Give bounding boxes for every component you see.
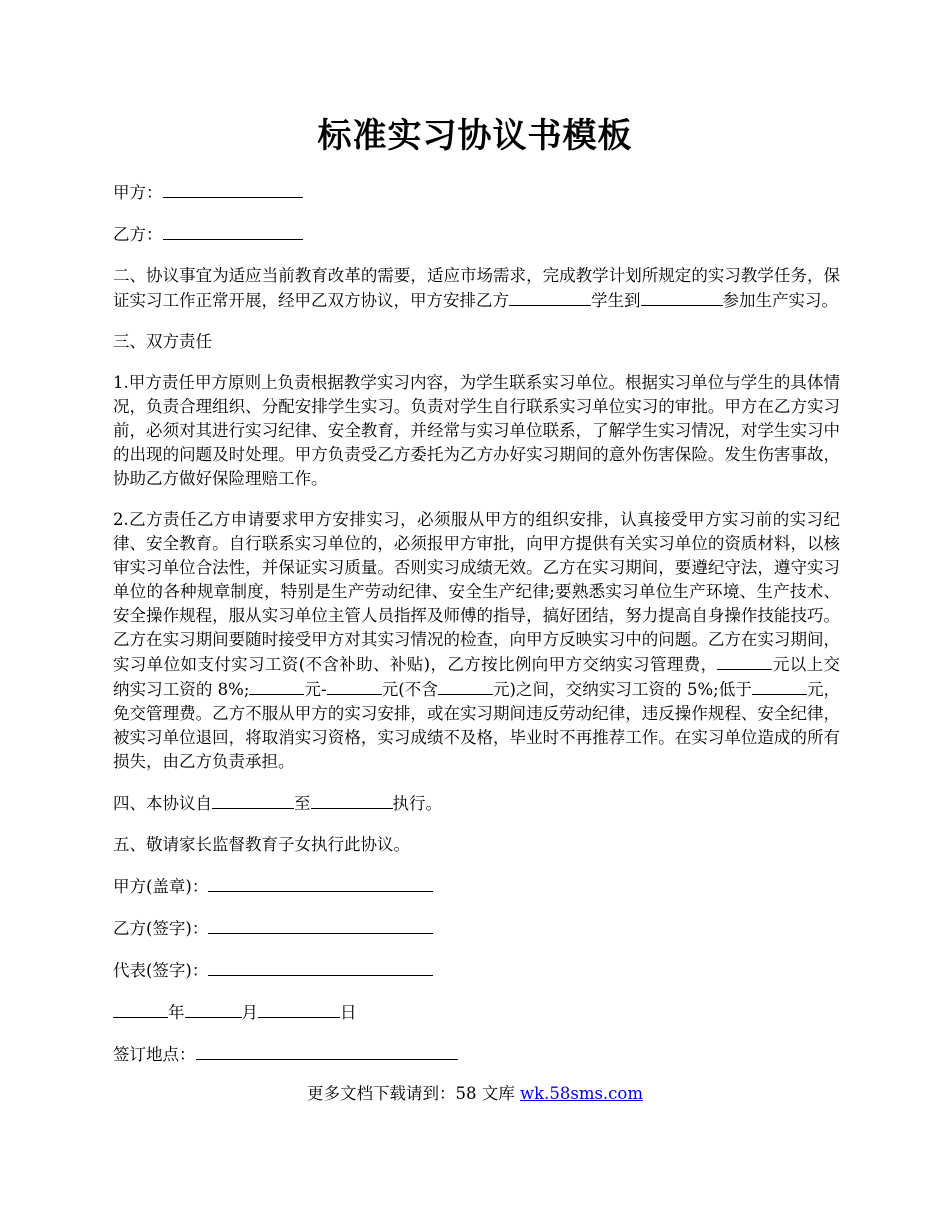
section-3-p2-blank-2: [249, 677, 304, 695]
section-2-blank-1: [509, 288, 591, 306]
sign-party-b-line: [113, 916, 840, 941]
section-3-paragraph-2: [113, 508, 840, 774]
section-4-line: [113, 791, 840, 816]
section-4-text-2: 至: [294, 794, 311, 813]
date-day-label: 日: [340, 1003, 357, 1022]
sign-party-b-label: 乙方(签字)：: [113, 919, 209, 938]
sign-representative-line: [113, 958, 840, 983]
party-a-blank: [163, 180, 303, 198]
section-3-p2-blank-1: [717, 652, 772, 670]
section-3-heading: 三、双方责任: [113, 332, 212, 351]
party-b-blank: [163, 222, 303, 240]
party-b-line: [113, 222, 840, 247]
footer: [0, 1082, 950, 1106]
sign-party-a-label: 甲方(盖章)：: [113, 877, 209, 896]
date-line: [113, 1000, 840, 1025]
section-2-text-2: 学生到: [591, 291, 641, 310]
section-3-p2-blank-3: [327, 677, 382, 695]
section-3-p2-text-5: 元)之间，交纳实习工资的 5%;低于: [492, 680, 752, 699]
sign-representative-label: 代表(签字)：: [113, 961, 209, 980]
section-3-paragraph-1: 1.甲方责任甲方原则上负责根据教学实习内容，为学生联系实习单位。根据实习单位与学生的具体情况，负责合理组织、分配安排学生实习。负责对学生自行联系实习单位实习的审批。甲方在乙方实习前，必须对其进行实习纪律、安全教育，并经常与实习单位联系，了解学生实习情况，对学生实习中的出现的问题及时处理。甲方负责受乙方委托为乙方办好实习期间的意外伤害保险。发生伤害事故，协助乙方做好保险理赔工作。: [113, 373, 840, 488]
section-2-blank-2: [641, 288, 723, 306]
section-3-p2-text-3: 元-: [304, 680, 327, 699]
signing-place-blank: [196, 1042, 458, 1060]
signing-place-line: [113, 1042, 840, 1067]
section-4-blank-start: [212, 791, 294, 809]
date-month-blank: [185, 1000, 242, 1018]
sign-party-a-line: [113, 874, 840, 899]
section-3-p2-text-4: 元(不含: [381, 680, 438, 699]
section-2-text-1: 二、协议事宜为适应当前教育改革的需要，适应市场需求，完成教学计划所规定的实习教学任务，保证实习工作正常开展，经甲乙双方协议，甲方安排乙方: [113, 266, 840, 310]
document-body: [113, 180, 840, 1084]
sign-party-b-blank: [208, 916, 433, 934]
section-5-line: 五、敬请家长监督教育子女执行此协议。: [113, 835, 410, 854]
section-4-text-3: 执行。: [392, 794, 442, 813]
section-3-p2-text-6: 元，免交管理费。乙方不服从甲方的实习安排，或在实习期间违反劳动纪律，违反操作规程、安全纪律，被实习单位退回，将取消实习资格，实习成绩不及格，毕业时不再推荐工作。在实习单位造成的所有损失，由乙方负责承担。: [113, 680, 841, 771]
section-3-p2-blank-4: [438, 677, 493, 695]
section-3-p2-text-1: 2.乙方责任乙方申请要求甲方安排实习，必须服从甲方的组织安排，认真接受甲方实习前的实习纪律、安全教育。自行联系实习单位的，必须报甲方审批，向甲方提供有关实习单位的资质材料，以核审实习单位合法性，并保证实习质量。否则实习成绩无效。乙方在实习期间，要遵纪守法，遵守实习单位的各种规章制度，特别是生产劳动纪律、安全生产纪律;要熟悉实习单位生产环境、生产技术、安全操作规程，服从实习单位主管人员指挥及师傅的指导，搞好团结，努力提高自身操作技能技巧。乙方在实习期间要随时接受甲方对其实习情况的检查，向甲方反映实习中的问题。乙方在实习期间，实习单位如支付实习工资(不含补助、补贴)，乙方按比例向甲方交纳实习管理费，: [113, 510, 840, 674]
date-month-label: 月: [241, 1003, 258, 1022]
party-b-label: 乙方：: [113, 225, 163, 244]
document-title: 标准实习协议书模板: [317, 116, 633, 156]
date-year-label: 年: [168, 1003, 185, 1022]
date-day-blank: [258, 1000, 340, 1018]
section-4-text-1: 四、本协议自: [113, 794, 212, 813]
signing-place-label: 签订地点：: [113, 1045, 196, 1064]
footer-link[interactable]: wk.58sms.com: [519, 1084, 643, 1103]
date-year-blank: [113, 1000, 168, 1018]
sign-representative-blank: [208, 958, 433, 976]
section-3-p2-text-2: 元以上交纳实习工资的 8%;: [113, 655, 841, 699]
party-a-label: 甲方：: [113, 183, 163, 202]
section-2-text-3: 参加生产实习。: [722, 291, 838, 310]
sign-party-a-blank: [208, 874, 433, 892]
section-2-paragraph: [113, 264, 840, 313]
section-4-blank-end: [311, 791, 393, 809]
section-3-p2-blank-5: [752, 677, 807, 695]
footer-text: 更多文档下载请到：58 文库: [306, 1084, 520, 1103]
party-a-line: [113, 180, 840, 205]
